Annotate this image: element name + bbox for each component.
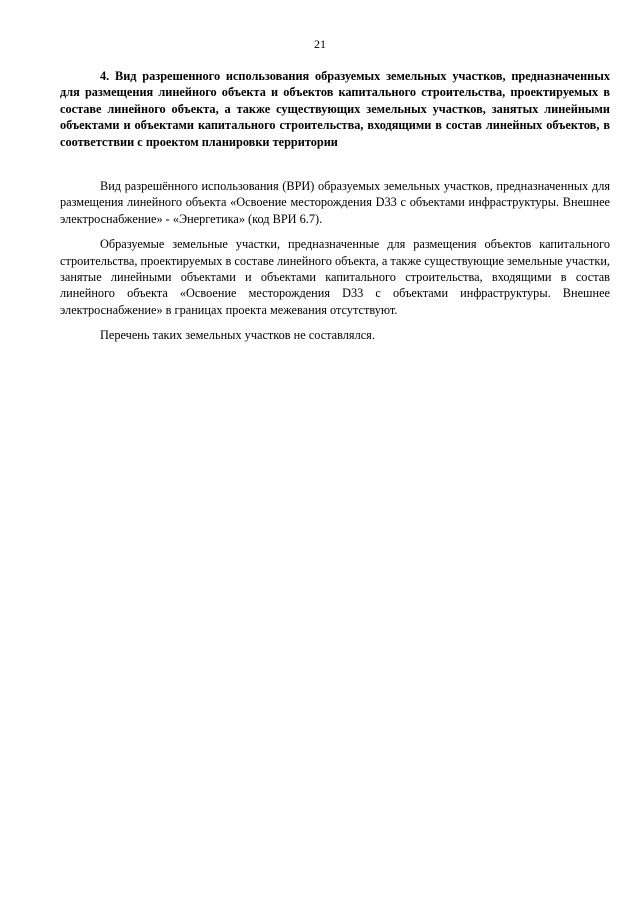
paragraph-list-not-compiled: Перечень таких земельных участков не составлялся. xyxy=(100,328,375,343)
paragraph-land-plots-absent: Образуемые земельные участки, предназначенные для размещения объектов капитального строительства, проектируемых в составе линейного объекта, а также существующие земельные участки, занятые линейными объектами и объектами капитального строительства, входящими в состав линейного объекта «Освоение месторождения D33 с объектами инфраструктуры. Внешнее электроснабжение» в границах проекта межевания отсутствуют. xyxy=(60,237,610,317)
document-body xyxy=(60,68,610,344)
section-heading: 4. Вид разрешенного использования образуемых земельных участков, предназначенных для размещения линейного объекта и объектов капитального строительства, проектируемых в составе линейного объекта, а также существующих земельных участков, занятых линейными объектами и объектами капитального строительства, входящими в состав линейных объектов, в соответствии с проектом планировки территории xyxy=(60,69,610,149)
paragraph-land-use-type: Вид разрешённого использования (ВРИ) образуемых земельных участков, предназначенных для размещения линейного объекта «Освоение месторождения D33 с объектами инфраструктуры. Внешнее электроснабжение» - «Энергетика» (код ВРИ 6.7). xyxy=(60,179,610,226)
page-number: 21 xyxy=(314,37,326,51)
